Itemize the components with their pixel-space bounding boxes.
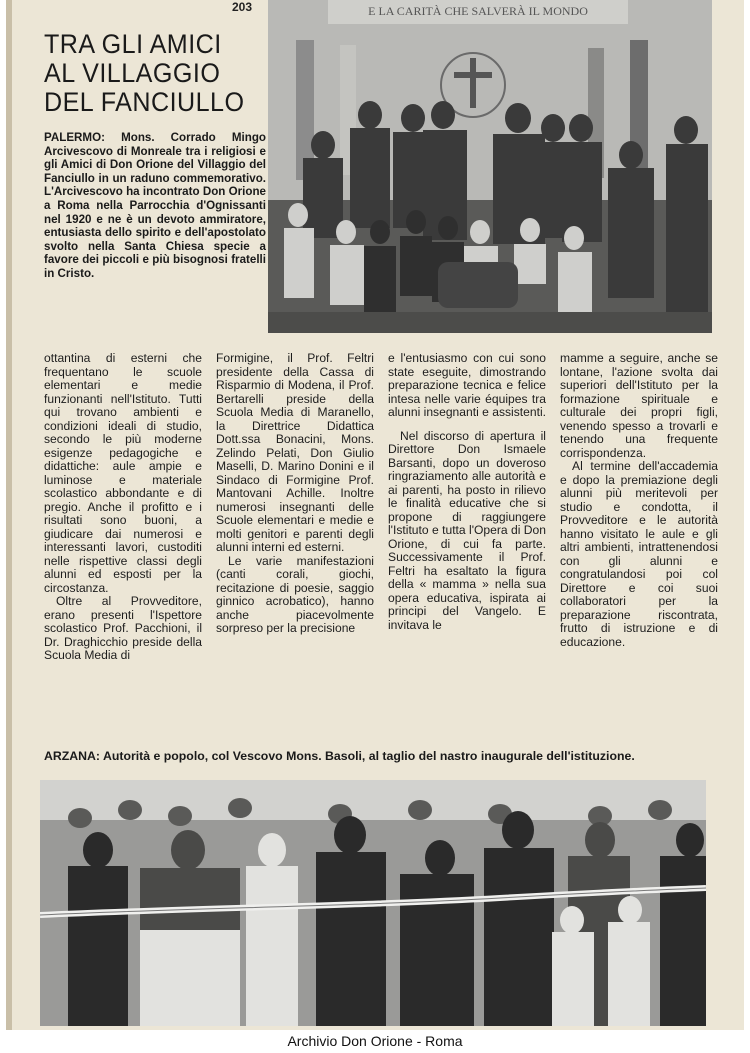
text-column-3 [388,352,546,632]
magazine-page [6,0,744,1030]
photo-banner-text: E LA CARITÀ CHE SALVERÀ IL MONDO [368,4,588,18]
paragraph: mamme a seguire, anche se lontane, l'azione svolta dai superiori dell'Istituto per la formazione spirituale e culturale dei propri figli, venendo spesso a trovarli e tenendo una frequente corrispondenza. [560,351,718,460]
headline-line-3: DEL FANCIULLO [44,87,245,117]
photo-caption-lead [44,131,266,281]
paragraph: Al termine dell'accademia e dopo la premiazione degli alunni più meritevoli per studio e condotta, il Provveditore e le autorità hanno visitato le aule e gli altri ambienti, intrattenendosi con gli alunni e congratulandosi poi col Direttore e coi suoi collaboratori per la preparazione riscontrata, frutto di istruzione e di educazione. [560,459,718,649]
paragraph: Oltre al Provveditore, erano presenti l'Ispettore scolastico Prof. Pacchioni, il Dr. Draghicchio preside della Scuola Media di [44,594,202,662]
paragraph: e l'entusiasmo con cui sono state eseguite, dimostrando preparazione tecnica e felice intesa nelle varie équipes tra alunni insegnanti e assistenti. [388,351,546,419]
lead-text: Mons. Corrado Mingo Arcivescovo di Monreale tra i religiosi e gli Amici di Don Orione del Villaggio del Fanciullo in un raduno commemorativo. L'Arcivescovo ha incontrato Don Orione a Roma nella Parrocchia d'Ognissanti nel 1920 e ne è un devoto ammiratore, entusiasta dello spirito e dell'apostolato svolto nella Santa Chiesa specie a favore dei piccoli e più bisognosi fratelli in Cristo. [44,131,266,280]
paragraph: Nel discorso di apertura il Direttore Don Ismaele Barsanti, dopo un doveroso ringraziamento alle autorità e ai parenti, ha posto in rilievo le finalità educative che si propone di raggiungere l'Istituto e tutta l'Opera di Don Orione, di cui fa parte. Successivamente il Prof. Feltri ha esaltato la figura della « mamma » nella sua opera educativa, ispirata ai principi del Vangelo. E invitava le [388,428,546,632]
page-spine-shadow [6,0,12,1030]
article-body [44,352,716,737]
article-headline [44,30,249,117]
paragraph: Formigine, il Prof. Feltri presidente della Cassa di Risparmio di Modena, il Prof. Bertarelli preside della Scuola Media di Maranello, la Direttrice Didattica Dott.ssa Bonacini, Mons. Zelindo Pelati, Don Giulio Maselli, D. Marino Donini e il Sindaco di Formigine Prof. Mantovani Achille. Inoltre numerosi insegnanti delle Scuole elementari e medie e molti genitori e parenti degli alunni interni ed esterni. [216,351,374,554]
archive-footer: Archivio Don Orione - Roma [287,1033,463,1049]
paragraph: ottantina di esterni che frequentano le scuole elementari e medie funzionanti nell'Istituto. Tutti qui trovano ambienti e condizioni ideali di studio, secondo le più moderne esigenze pedagogiche e didattiche: aule ampie e luminose e materiale scolastico abbondante e di pregio. Anche il profitto e i risultati sono buoni, a giudicare dai numerosi e interessanti lavori, custoditi nelle rispettive classi degli alunni ed esposti per la circostanza. [44,351,202,595]
headline-line-1: TRA GLI AMICI [44,29,222,59]
group-photo-palermo [268,0,712,333]
headline-line-2: AL VILLAGGIO [44,58,221,88]
photo-caption-arzana: ARZANA: Autorità e popolo, col Vescovo Mons. Basoli, al taglio del nastro inaugurale dell'istituzione. [44,749,635,763]
paragraph: Le varie manifestazioni (canti corali, giochi, recitazione di poesie, saggio ginnico acrobatico), hanno anche piacevolmente sorpreso per la precisione [216,553,374,635]
ribbon-cutting-photo [40,780,706,1026]
text-column-4 [560,352,718,649]
text-column-1 [44,352,202,663]
lead-place: PALERMO: [44,131,105,144]
text-column-2 [216,352,374,636]
page-number: 203 [232,0,253,14]
